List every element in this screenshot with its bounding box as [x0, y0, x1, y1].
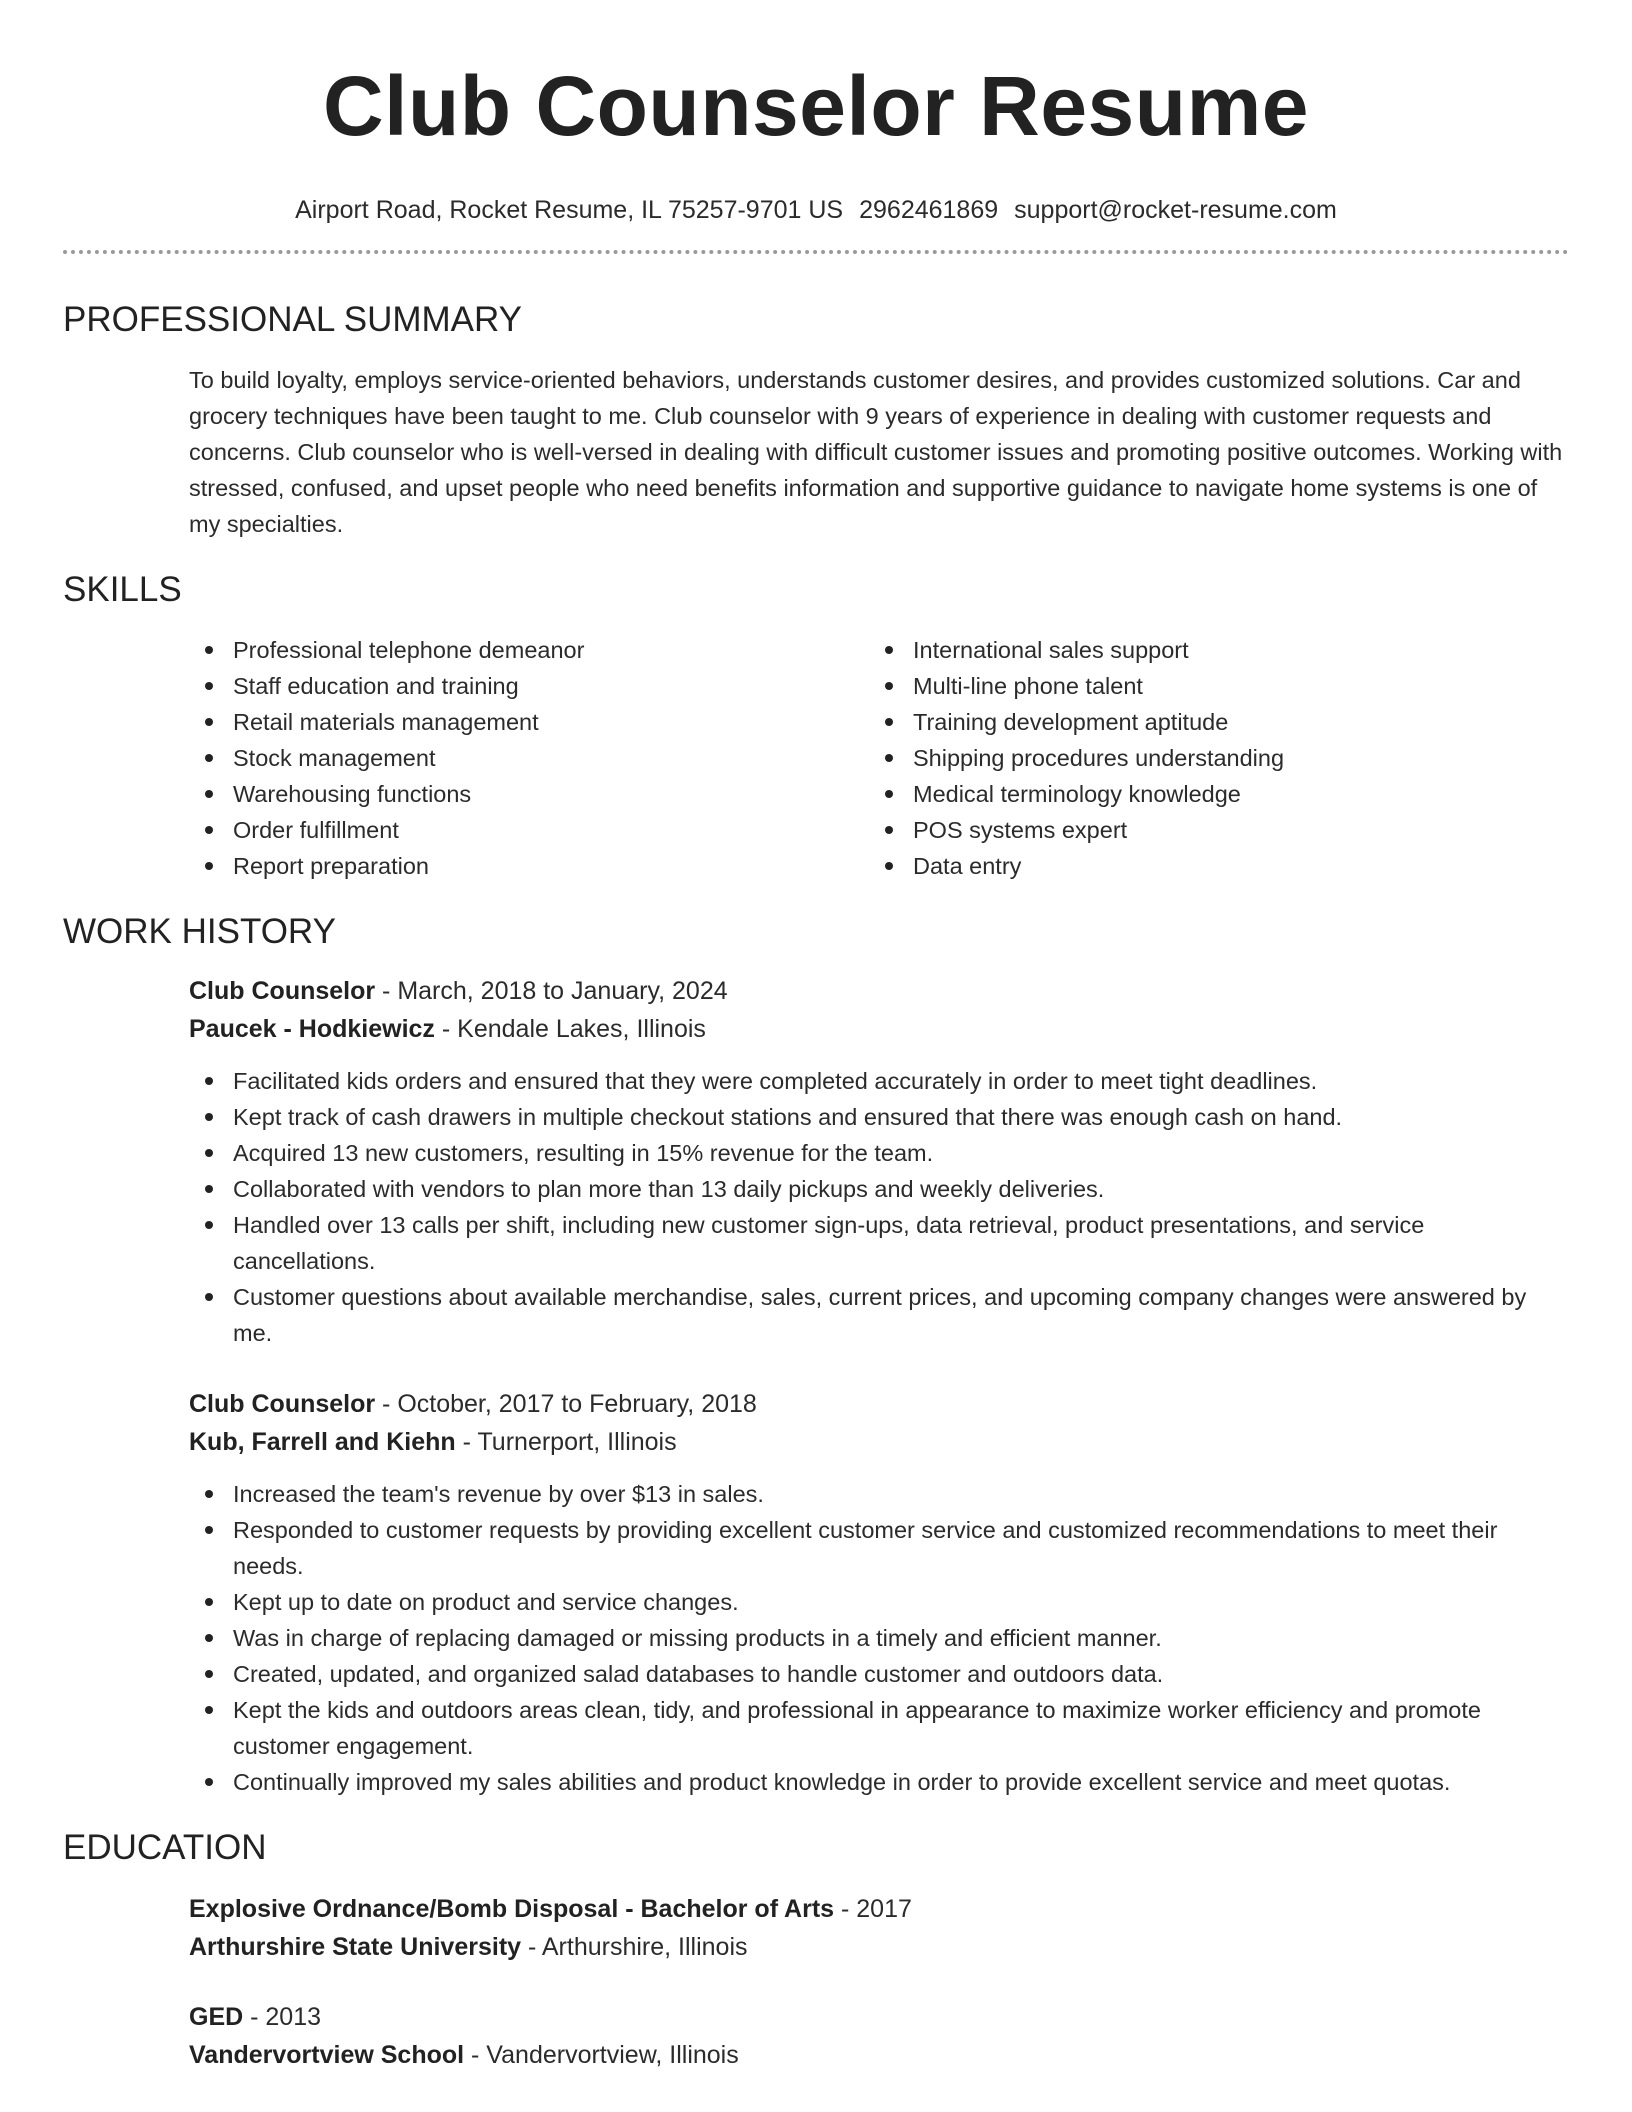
- graduation-year: - 2013: [243, 2003, 322, 2031]
- job-title: Club Counselor: [189, 977, 376, 1005]
- contact-address: Airport Road, Rocket Resume, IL 75257-9701 US: [295, 196, 844, 224]
- education-entry: [63, 1998, 1569, 2074]
- job-bullet: Was in charge of replacing damaged or missing products in a timely and efficient manner.: [189, 1620, 1569, 1656]
- contact-email[interactable]: support@rocket-resume.com: [1014, 196, 1337, 224]
- job-bullet: Kept the kids and outdoors areas clean, tidy, and professional in appearance to maximize worker efficiency and promote customer engagement.: [189, 1692, 1569, 1764]
- summary-text: To build loyalty, employs service-oriented behaviors, understands customer desires, and provides customized solutions. Car and grocery techniques have been taught to me. Club counselor with 9 years of experience in dealing with customer requests and concerns. Club counselor who is well-versed in dealing with difficult customer issues and promoting positive outcomes. Working with stressed, confused, and upset people who need benefits information and supportive guidance to navigate home systems is one of my specialties.: [189, 367, 1563, 537]
- header-divider: [63, 250, 1569, 254]
- school-line: [189, 2036, 1569, 2074]
- skill-item: Professional telephone demeanor: [189, 632, 869, 668]
- job-bullet: Continually improved my sales abilities and product knowledge in order to provide excellent service and meet quotas.: [189, 1764, 1569, 1800]
- skill-item: International sales support: [869, 632, 1549, 668]
- degree-line: [189, 1890, 1569, 1928]
- skill-item: Shipping procedures understanding: [869, 740, 1549, 776]
- job-entry: [63, 972, 1569, 1351]
- job-company-line: [189, 1010, 1569, 1048]
- job-company: Paucek - Hodkiewicz: [189, 1015, 435, 1043]
- job-bullet: Kept track of cash drawers in multiple checkout stations and ensured that there was enough cash on hand.: [189, 1099, 1569, 1135]
- job-bullet: Acquired 13 new customers, resulting in 15% revenue for the team.: [189, 1135, 1569, 1171]
- school-location: - Arthurshire, Illinois: [521, 1933, 748, 1961]
- contact-phone: 2962461869: [859, 196, 999, 224]
- education-entry: [63, 1890, 1569, 1966]
- work-history-heading: WORK HISTORY: [63, 912, 336, 951]
- job-bullet: Handled over 13 calls per shift, including new customer sign-ups, data retrieval, product presentations, and service cancellations.: [189, 1207, 1569, 1279]
- skill-item: Medical terminology knowledge: [869, 776, 1549, 812]
- job-bullet: Created, updated, and organized salad databases to handle customer and outdoors data.: [189, 1656, 1569, 1692]
- skill-item: Order fulfillment: [189, 812, 869, 848]
- skill-item: POS systems expert: [869, 812, 1549, 848]
- job-bullet: Increased the team's revenue by over $13 in sales.: [189, 1476, 1569, 1512]
- skills-column-left: [189, 632, 869, 884]
- skill-item: Stock management: [189, 740, 869, 776]
- job-company-line: [189, 1423, 1569, 1461]
- school: Vandervortview School: [189, 2041, 465, 2069]
- school: Arthurshire State University: [189, 1933, 522, 1961]
- contact-line: [63, 194, 1569, 226]
- skills-list: [63, 632, 1569, 884]
- graduation-year: - 2017: [834, 1895, 912, 1923]
- skill-item: Report preparation: [189, 848, 869, 884]
- skill-item: Training development aptitude: [869, 704, 1549, 740]
- degree: GED: [189, 2003, 244, 2031]
- skill-item: Data entry: [869, 848, 1549, 884]
- job-bullets: [189, 1476, 1569, 1800]
- job-company: Kub, Farrell and Kiehn: [189, 1428, 456, 1456]
- job-location: - Kendale Lakes, Illinois: [434, 1015, 706, 1043]
- degree: Explosive Ordnance/Bomb Disposal - Bachelor of Arts: [189, 1895, 835, 1923]
- degree-line: [189, 1998, 1569, 2036]
- job-title-line: [189, 972, 1569, 1010]
- job-bullet: Collaborated with vendors to plan more than 13 daily pickups and weekly deliveries.: [189, 1171, 1569, 1207]
- job-entry: [63, 1385, 1569, 1800]
- skill-item: Multi-line phone talent: [869, 668, 1549, 704]
- skills-heading: SKILLS: [63, 570, 182, 609]
- job-dates: - March, 2018 to January, 2024: [375, 977, 728, 1005]
- skill-item: Retail materials management: [189, 704, 869, 740]
- school-line: [189, 1928, 1569, 1966]
- job-bullet: Responded to customer requests by providing excellent customer service and customized recommendations to meet their needs.: [189, 1512, 1569, 1584]
- summary-heading: PROFESSIONAL SUMMARY: [63, 300, 522, 339]
- skills-column-right: [869, 632, 1549, 884]
- job-bullet: Kept up to date on product and service changes.: [189, 1584, 1569, 1620]
- job-dates: - October, 2017 to February, 2018: [375, 1390, 757, 1418]
- resume-title: Club Counselor Resume: [323, 59, 1309, 153]
- job-location: - Turnerport, Illinois: [455, 1428, 677, 1456]
- skill-item: Warehousing functions: [189, 776, 869, 812]
- job-title-line: [189, 1385, 1569, 1423]
- job-bullet: Customer questions about available merchandise, sales, current prices, and upcoming company changes were answered by me.: [189, 1279, 1569, 1351]
- job-bullets: [189, 1063, 1569, 1351]
- job-title: Club Counselor: [189, 1390, 376, 1418]
- school-location: - Vandervortview, Illinois: [464, 2041, 739, 2069]
- job-bullet: Facilitated kids orders and ensured that they were completed accurately in order to meet tight deadlines.: [189, 1063, 1569, 1099]
- education-heading: EDUCATION: [63, 1828, 267, 1867]
- skill-item: Staff education and training: [189, 668, 869, 704]
